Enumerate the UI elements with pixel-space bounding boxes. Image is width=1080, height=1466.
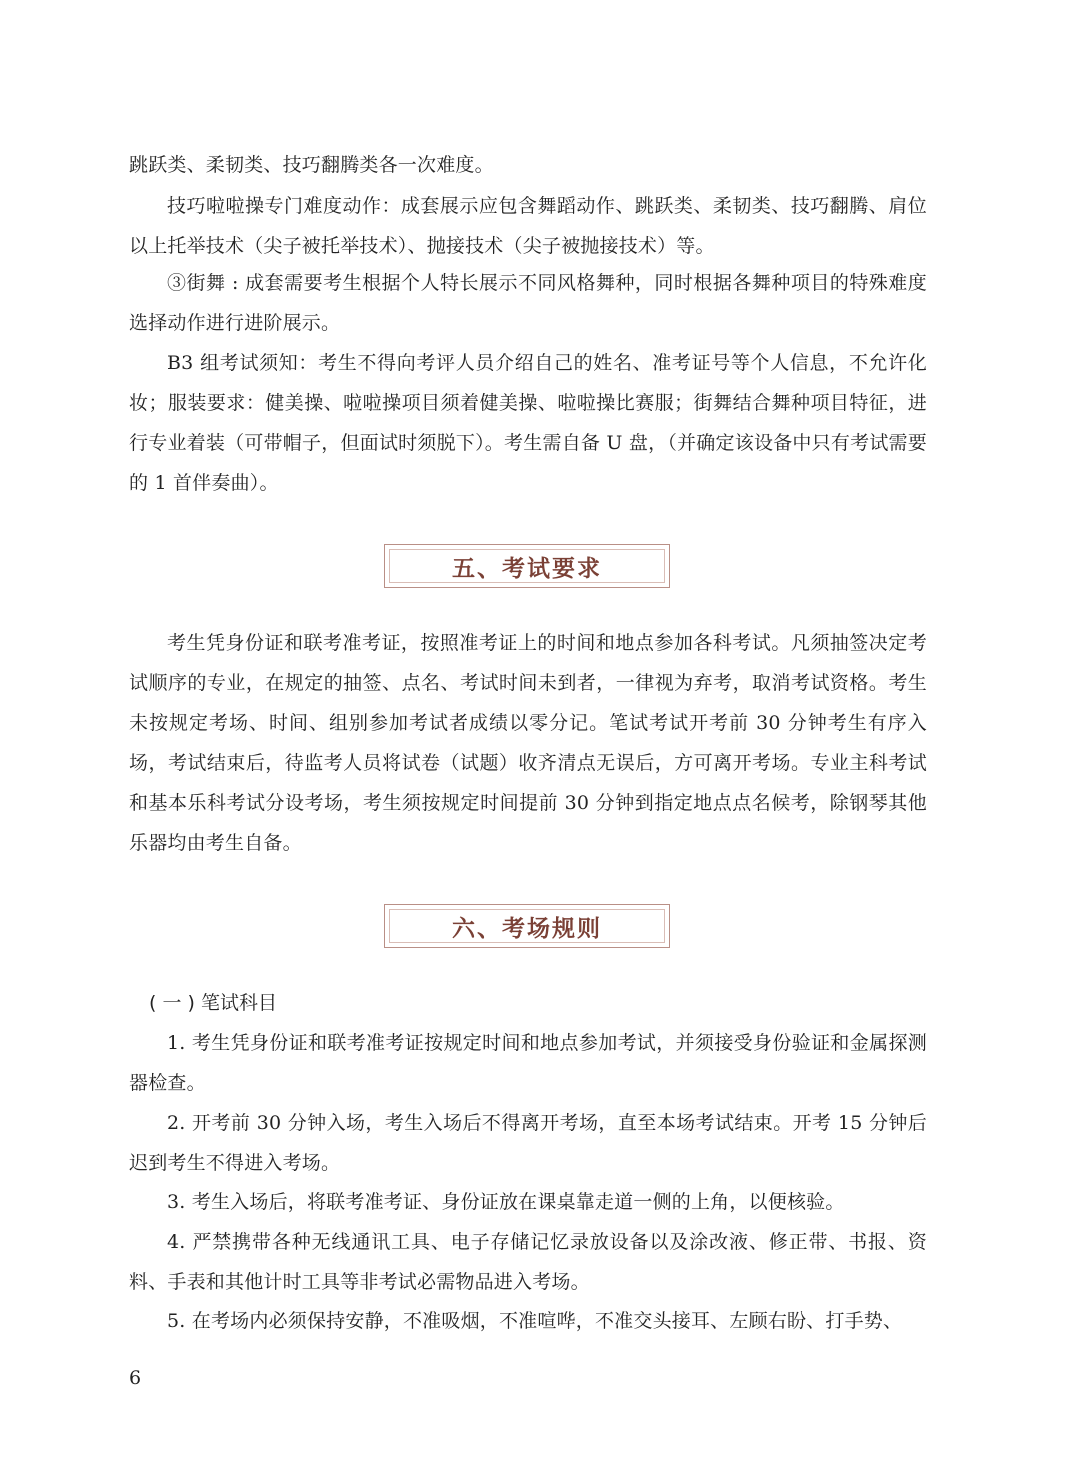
list-item: 5. 在考场内必须保持安静，不准吸烟，不准喧哗，不准交头接耳、左顾右盼、打手势、 — [167, 1310, 903, 1332]
paragraph: ③街舞 : 成套需要考生根据个人特长展示不同风格舞种，同时根据各舞种项目的特殊难度选择动作进行进阶展示。 — [129, 272, 927, 334]
paragraph: 技巧啦啦操专门难度动作：成套展示应包含舞蹈动作、跳跃类、柔韧类、技巧翻腾、肩位以上托举技术（尖子被托举技术）、抛接技术（尖子被抛接技术）等。 — [129, 195, 927, 257]
paragraph: 考生凭身份证和联考准考证，按照准考证上的时间和地点参加各科考试。凡须抽签决定考试顺序的专业，在规定的抽签、点名、考试时间未到者，一律视为弃考，取消考试资格。考生未按规定考场、时间、组别参加考试者成绩以零分记。笔试考试开考前 30 分钟考生有序入场，考试结束后，待监考人员将试卷（试题）收齐清点无误后，方可离开考场。专业主科考试和基本乐科考试分设考场，考生须按规定时间提前 30 分钟到指定地点点名候考，除钢琴其他乐器均由考生自备。 — [129, 632, 927, 854]
paragraph: 跳跃类、柔韧类、技巧翻腾类各一次难度。 — [129, 154, 494, 176]
subheading: ( 一 ) 笔试科目 — [149, 992, 277, 1014]
section-heading: 五、考试要求 — [452, 554, 602, 582]
list-item: 3. 考生入场后，将联考准考证、身份证放在课桌靠走道一侧的上角，以便核验。 — [167, 1191, 845, 1213]
paragraph: B3 组考试须知：考生不得向考评人员介绍自己的姓名、准考证号等个人信息，不允许化妆；服装要求：健美操、啦啦操项目须着健美操、啦啦操比赛服；街舞结合舞种项目特征，进行专业着装（可带帽子，但面试时须脱下）。考生需自备 U 盘，（并确定该设备中只有考试需要的 1 首伴奏曲）。 — [129, 352, 927, 494]
list-item: 2. 开考前 30 分钟入场，考生入场后不得离开考场，直至本场考试结束。开考 15 分钟后迟到考生不得进入考场。 — [129, 1112, 927, 1174]
page-number: 6 — [129, 1367, 142, 1389]
section-heading: 六、考场规则 — [452, 914, 602, 942]
section-heading-box — [384, 904, 670, 948]
list-item: 4. 严禁携带各种无线通讯工具、电子存储记忆录放设备以及涂改液、修正带、书报、资料、手表和其他计时工具等非考试必需物品进入考场。 — [129, 1231, 927, 1293]
list-item: 1. 考生凭身份证和联考准考证按规定时间和地点参加考试，并须接受身份验证和金属探测器检查。 — [129, 1032, 927, 1094]
section-heading-box — [384, 544, 670, 588]
